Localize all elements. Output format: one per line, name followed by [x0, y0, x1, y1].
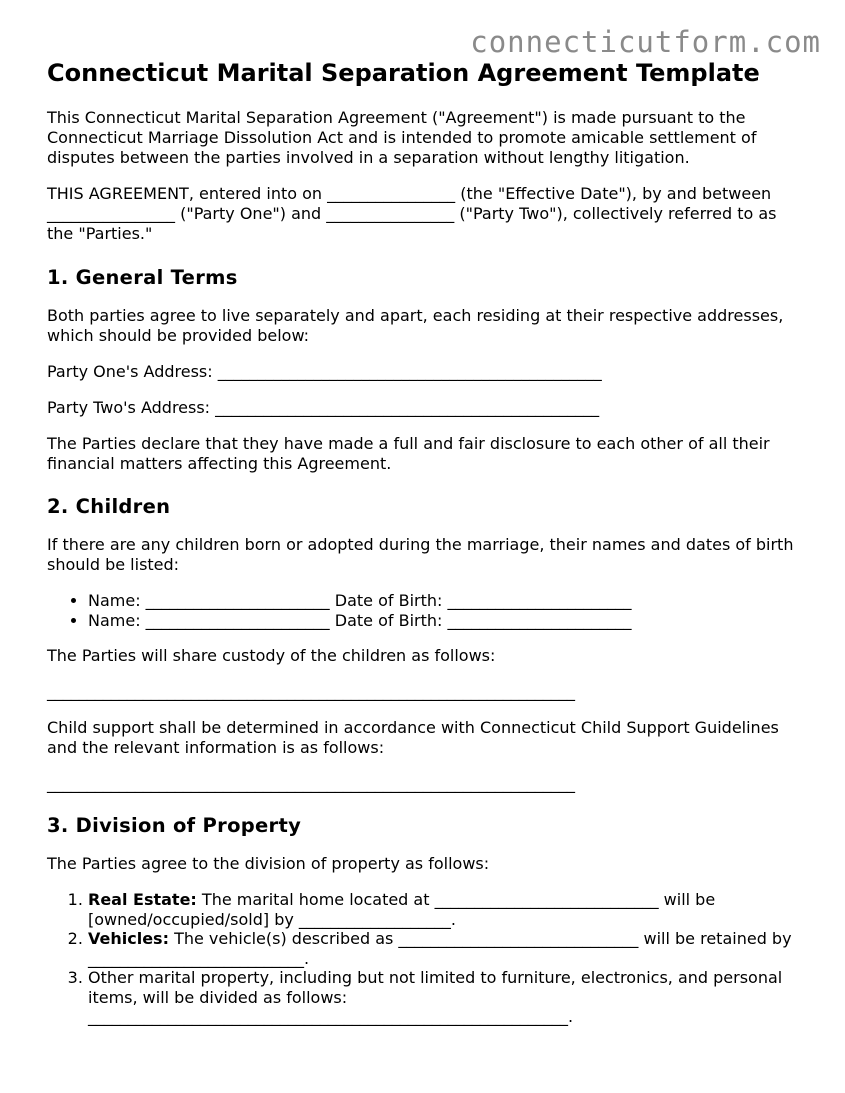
support-blank: __________________________________________________________________	[47, 774, 575, 793]
item-text: The vehicle(s) described as ______________________________ will be retained by ___________________________.	[88, 929, 792, 968]
disclosure-paragraph: The Parties declare that they have made a full and fair disclosure to each other of all their financial matters affecting this Agreement.	[47, 434, 770, 473]
item-label: Vehicles:	[88, 929, 169, 948]
list-item	[88, 890, 807, 929]
party-one-address: Party One's Address: ________________________________________________	[47, 362, 602, 381]
item-text: Other marital property, including but not limited to furniture, electronics, and personal items, will be divided as follows: ____________________________________________________________.	[88, 968, 783, 1026]
list-item: • Name: _______________________ Date of Birth: _______________________	[88, 611, 807, 631]
agreement-paragraph: THIS AGREEMENT, entered into on ________________ (the "Effective Date"), by and between ________________ ("Party One") and ________________ ("Party Two"), collectively referred to as the "Parties."	[47, 184, 777, 243]
support-paragraph: Child support shall be determined in accordance with Connecticut Child Support Guidelines and the relevant information is as follows:	[47, 718, 779, 757]
item-text: The marital home located at ____________________________ will be [owned/occupied/sold] by ___________________.	[88, 890, 716, 929]
document-title: Connecticut Marital Separation Agreement Template	[47, 59, 760, 87]
list-item	[88, 929, 807, 968]
property-list	[47, 890, 807, 1027]
item-label: Real Estate:	[88, 890, 197, 909]
list-item	[88, 968, 807, 1027]
children-list	[47, 591, 807, 630]
list-item: • Name: _______________________ Date of Birth: _______________________	[88, 591, 807, 611]
watermark: connecticutform.com	[470, 25, 821, 59]
custody-paragraph: The Parties will share custody of the children as follows:	[47, 646, 496, 665]
custody-blank: __________________________________________________________________	[47, 682, 575, 701]
property-intro: The Parties agree to the division of property as follows:	[47, 854, 490, 873]
intro-paragraph: This Connecticut Marital Separation Agreement ("Agreement") is made pursuant to the Connecticut Marriage Dissolution Act and is intended to promote amicable settlement of disputes between the parties involved in a separation without lengthy litigation.	[47, 108, 757, 167]
document-page	[47, 57, 807, 1027]
section-1-heading: 1. General Terms	[47, 266, 238, 289]
children-intro: If there are any children born or adopted during the marriage, their names and dates of birth should be listed:	[47, 535, 794, 574]
general-terms-paragraph: Both parties agree to live separately and apart, each residing at their respective addresses, which should be provided below:	[47, 306, 784, 345]
section-2-heading: 2. Children	[47, 495, 171, 518]
party-two-address: Party Two's Address: ________________________________________________	[47, 398, 600, 417]
section-3-heading: 3. Division of Property	[47, 814, 302, 837]
